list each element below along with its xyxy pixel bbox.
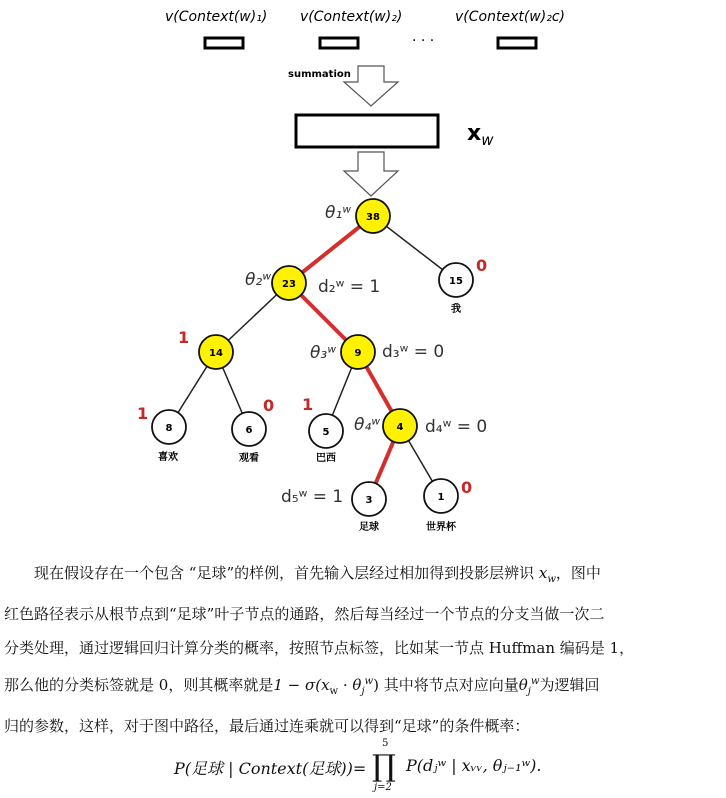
leaf-word-shijiebei: 世界杯: [426, 522, 456, 533]
para-line-4: 那么他的分类标签就是 0，则其概率就是$1 - \sigma(x_w \cdot \theta_j^w)$ 其中将节点对应向量$\theta_j^w$为逻辑回: [4, 676, 600, 697]
leaf-word-guankan: 观看: [239, 453, 259, 464]
para-line-3: 分类处理，通过逻辑回归计算分类的概率，按照节点标签，比如某一节点 Huffman 编码是 1，: [4, 639, 635, 657]
code-5: 1: [302, 395, 314, 414]
explanation-paragraph: [4, 556, 716, 743]
conditional-probability-formula: [160, 738, 580, 794]
product-symbol: ∏: [372, 749, 396, 784]
d3-label: d₃ʷ = 0: [382, 342, 445, 362]
node-value-14: 14: [209, 348, 223, 359]
theta-3-label: θ₃ʷ: [310, 343, 336, 363]
formula-lhs: P(足球 | Context(足球))=: [174, 759, 367, 778]
theta-2-label: θ₂ʷ: [245, 270, 271, 290]
projection-label: $x_w$: [467, 121, 494, 149]
summation-label: summation: [288, 69, 351, 80]
context-vector-1: [205, 38, 243, 48]
node-value-3: 3: [365, 495, 373, 506]
formula-rhs: P(dⱼʷ | xᵥᵥ, θⱼ₋₁ʷ).: [406, 756, 542, 775]
ellipsis: · · ·: [412, 33, 435, 49]
code-15: 0: [476, 256, 488, 275]
context-vector-3: [498, 38, 536, 48]
node-value-8: 8: [165, 423, 173, 434]
leaf-word-wo: 我: [451, 304, 461, 315]
summation-arrow-icon: [344, 66, 398, 106]
theta-4-label: θ₄ʷ: [354, 415, 380, 435]
node-value-root: 38: [366, 212, 380, 223]
leaf-word-zuqiu: 足球: [359, 522, 379, 533]
d2-label: d₂ʷ = 1: [318, 277, 381, 297]
node-value-4: 4: [396, 422, 404, 433]
node-value-9: 9: [354, 348, 362, 359]
d5-label: d₅ʷ = 1: [281, 487, 344, 507]
theta-1-label: θ₁ʷ: [325, 203, 351, 223]
para-line-1: 现在假设存在一个包含 “足球”的样例，首先输入层经过相加得到投影层辨识 $x_w$，图中: [34, 564, 601, 585]
context-label-3: v(Context(w)₂c): [455, 9, 565, 25]
formula-lower-limit: j=2: [374, 782, 392, 793]
d4-label: d₄ʷ = 0: [425, 417, 488, 437]
node-value-6: 6: [245, 425, 253, 436]
context-label-1: v(Context(w)₁): [165, 9, 268, 25]
code-14: 1: [178, 328, 190, 347]
formula-upper-limit: 5: [382, 738, 389, 749]
code-6: 0: [263, 396, 275, 415]
code-1: 0: [461, 478, 473, 497]
context-label-2: v(Context(w)₂): [300, 9, 403, 25]
context-vector-2: [320, 38, 358, 48]
code-8: 1: [137, 404, 149, 423]
projection-arrow-icon: [344, 152, 398, 196]
node-value-15: 15: [449, 276, 463, 287]
node-value-5: 5: [322, 427, 330, 438]
leaf-word-baxi: 巴西: [316, 453, 336, 464]
para-line-5: 归的参数，这样，对于图中路径，最后通过连乘就可以得到“足球”的条件概率：: [4, 717, 530, 735]
para-line-2: 红色路径表示从根节点到“足球”叶子节点的通路，然后每当经过一个节点的分支当做一次二: [4, 605, 605, 623]
node-value-23: 23: [282, 279, 296, 290]
projection-layer-box: [296, 115, 438, 147]
leaf-word-xihuan: 喜欢: [158, 452, 178, 463]
node-value-1: 1: [437, 492, 445, 503]
